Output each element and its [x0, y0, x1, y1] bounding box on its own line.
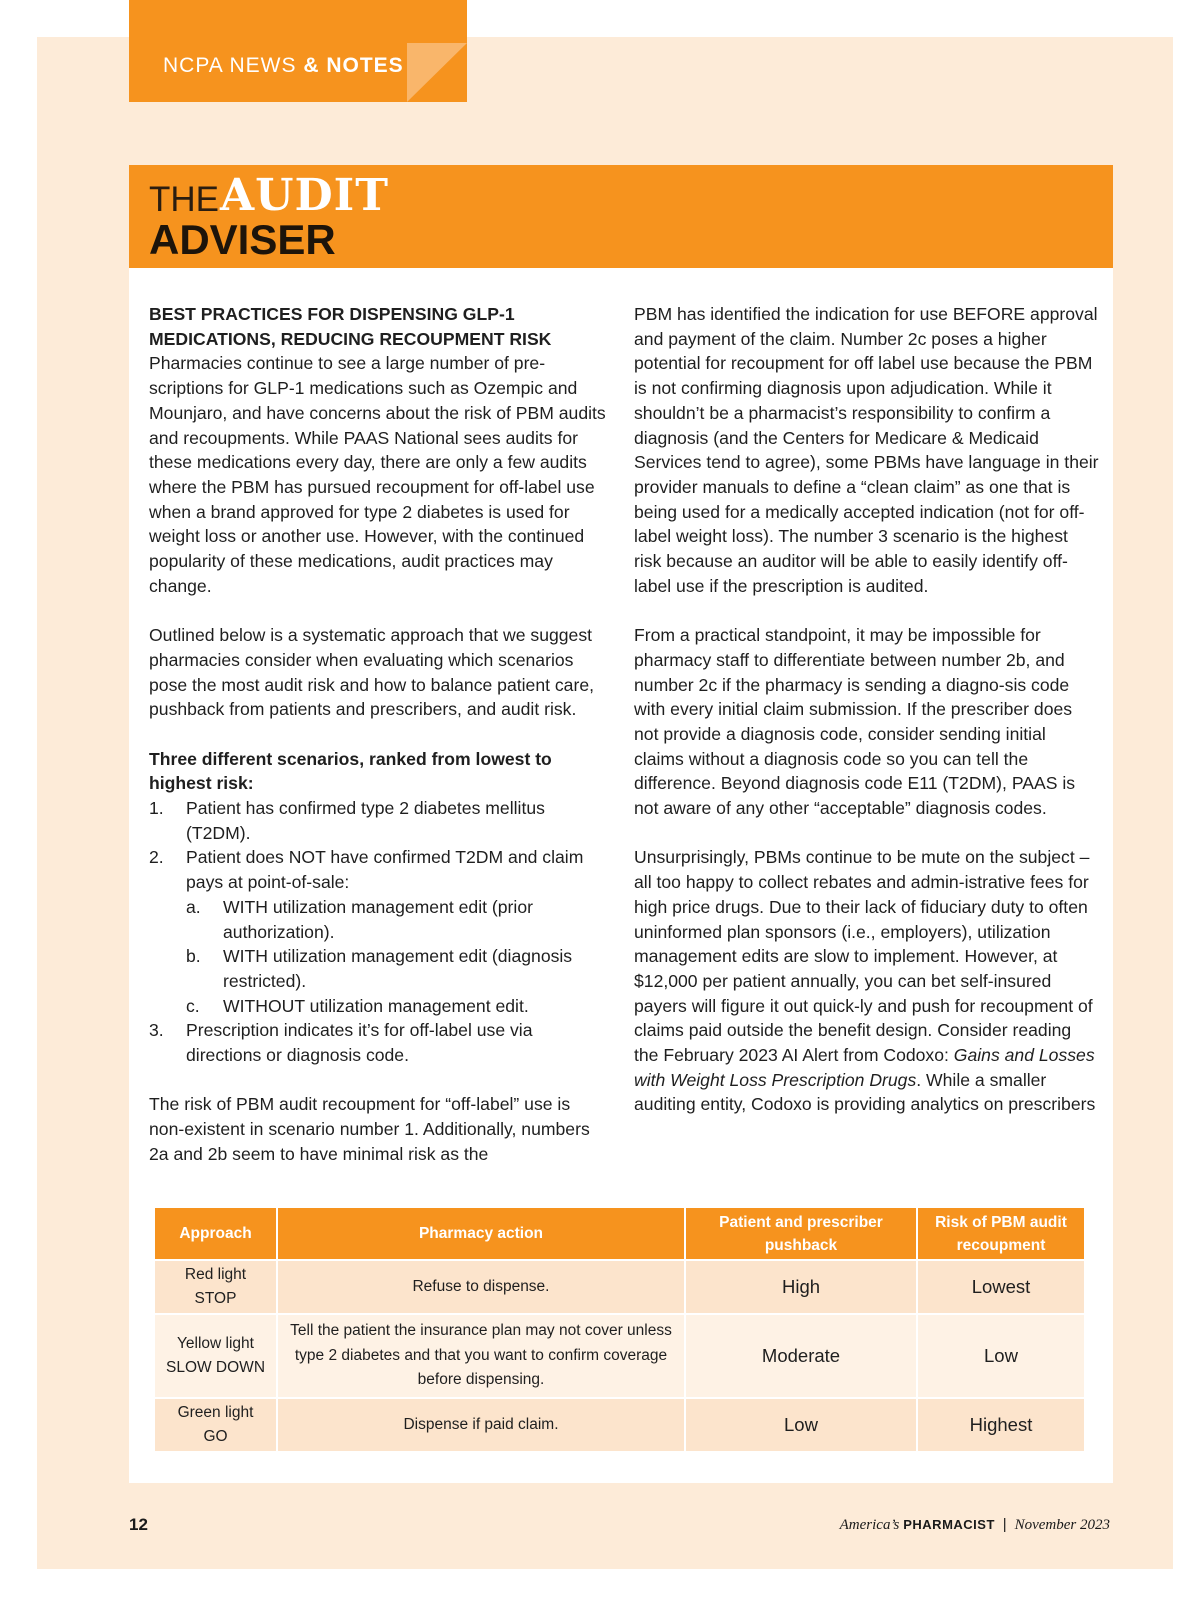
risk-cell: Lowest	[918, 1259, 1084, 1313]
column-header: Pharmacy action	[278, 1208, 686, 1259]
approach-cell: Yellow light SLOW DOWN	[155, 1313, 278, 1397]
table-row	[155, 1313, 1084, 1397]
pushback-cell: High	[686, 1259, 918, 1313]
scenario-list	[149, 796, 609, 1068]
column-header: Approach	[155, 1208, 278, 1259]
title-the: THE	[149, 180, 219, 219]
section-label-light: NCPA NEWS	[163, 54, 297, 77]
approach-cell: Red light STOP	[155, 1259, 278, 1313]
page-number: 12	[129, 1515, 148, 1534]
pushback-cell: Low	[686, 1397, 918, 1451]
risk-cell: Highest	[918, 1397, 1084, 1451]
list-heading: Three different scenarios, ranked from lowest to highest risk:	[149, 748, 552, 794]
section-label-amp: &	[303, 54, 320, 77]
table-row	[155, 1259, 1084, 1313]
right-column	[634, 302, 1099, 1117]
magazine-name-bold: PHARMACIST	[903, 1517, 995, 1532]
paragraph: PBM has identified the indication for use BEFORE approval and payment of the claim. Number 2c poses a higher potential for recoupment for off label use because the PBM is not confirming diagnosis upon adjudication. While it shouldn’t be a pharmacist’s responsibility to confirm a diagnosis (and the Centers for Medicare & Medicaid Services tend to agree), some PBMs have language in their provider manuals to define a “clean claim” as one that is being used for a medically accepted indication (not for off-label weight loss). The number 3 scenario is the highest risk because an auditor will be able to easily identify off-label use if the prescription is audited.	[634, 304, 1099, 596]
column-header: Patient and prescriber pushback	[686, 1208, 918, 1259]
list-item: 3. Prescription indicates it’s for off-label use via directions or diagnosis code.	[149, 1020, 533, 1066]
magazine-name-italic: America’s	[839, 1517, 900, 1533]
article-reference: Gains and Losses with Weight Loss Prescription Drugs	[634, 1045, 1095, 1090]
approach-cell: Green light GO	[155, 1397, 278, 1451]
paragraph: The risk of PBM audit recoupment for “off-label” use is non-existent in scenario number 1. Additionally, numbers 2a and 2b seem to have minimal risk as the	[149, 1094, 590, 1164]
paragraph: Outlined below is a systematic approach that we suggest pharmacies consider when evaluating which scenarios pose the most audit risk and how to balance patient care, pushback from patients and prescribers, and audit risk.	[149, 625, 594, 720]
issue-date: November 2023	[1014, 1517, 1110, 1533]
article-heading: BEST PRACTICES FOR DISPENSING GLP-1 MEDICATIONS, REDUCING RECOUPMENT RISK	[149, 304, 552, 349]
risk-table	[155, 1208, 1084, 1451]
sub-list-item: c. WITHOUT utilization management edit.	[186, 995, 529, 1016]
action-cell: Tell the patient the insurance plan may not cover unless type 2 diabetes and that you want to confirm coverage before dispensing.	[278, 1313, 686, 1397]
section-label	[163, 54, 404, 78]
title-adviser: ADVISER	[149, 216, 336, 263]
risk-cell: Low	[918, 1313, 1084, 1397]
pushback-cell: Moderate	[686, 1313, 918, 1397]
title-audit: AUDIT	[220, 170, 389, 221]
footer-separator: |	[1002, 1516, 1007, 1533]
left-column	[149, 302, 609, 1167]
sub-list-item: a. WITH utilization management edit (prior authorization).	[186, 896, 533, 942]
list-item: 2. Patient does NOT have confirmed T2DM and claim pays at point-of-sale: a. WITH utilization management edit (prior authorization). b. WITH utilization management edit (diagnosis restricted). c. WITHOUT utilization management edit.	[149, 845, 609, 1018]
footer-masthead	[840, 1516, 1110, 1534]
sub-list-item: b. WITH utilization management edit (diagnosis restricted).	[186, 946, 573, 991]
list-item: 1. Patient has confirmed type 2 diabetes mellitus (T2DM).	[149, 798, 545, 843]
paragraph: From a practical standpoint, it may be impossible for pharmacy staff to differentiate between number 2b, and number 2c if the pharmacy is sending a diagno-sis code with every initial claim submission. If the prescriber does not provide a diagnosis code, consider sending initial claims without a diagnosis code so you can tell the difference. Beyond diagnosis code E11 (T2DM), PAAS is not aware of any other “acceptable” diagnosis codes.	[634, 625, 1076, 819]
section-label-bold: NOTES	[326, 54, 404, 77]
action-cell: Dispense if paid claim.	[278, 1397, 686, 1451]
paragraph: Unsurprisingly, PBMs continue to be mute on the subject – all too happy to collect rebates and admin-istrative fees for high price drugs. Due to their lack of fiduciary duty to often uninformed plan sponsors (i.e., employers), utilization management edits are slow to implement. However, at $12,000 per patient annually, you can bet self-insured payers will figure it out quick-ly and push for recoupment of claims paid outside the benefit design. Consider reading the February 2023 AI Alert from Codoxo: Gains and Losses with Weight Loss Prescription Drugs. While a smaller auditing entity, Codoxo is providing analytics on prescribers	[634, 847, 1096, 1115]
paragraph: Pharmacies continue to see a large number of pre-scriptions for GLP-1 medications such as Ozempic and Mounjaro, and have concerns about the risk of PBM audits and recoupments. While PAAS National sees audits for these medications every day, there are only a few audits where the PBM has pursued recoupment for off-label use when a brand approved for type 2 diabetes is used for weight loss or another use. However, with the continued popularity of these medications, audit practices may change.	[149, 353, 606, 596]
action-cell: Refuse to dispense.	[278, 1259, 686, 1313]
sub-list	[186, 895, 609, 1019]
table-header-row	[155, 1208, 1084, 1259]
column-header: Risk of PBM audit recoupment	[918, 1208, 1084, 1259]
table-row	[155, 1397, 1084, 1451]
